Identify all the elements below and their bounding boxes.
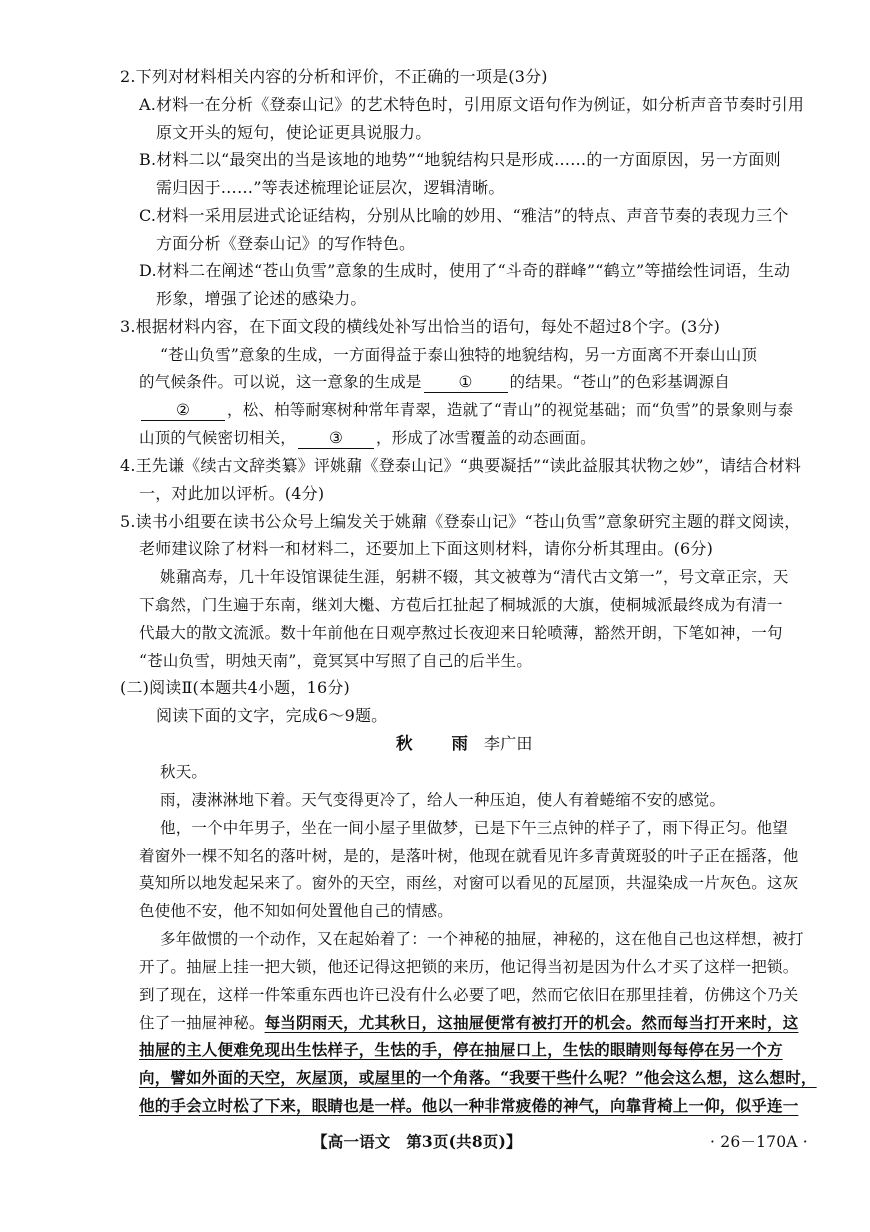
story-author: 李广田	[484, 734, 533, 753]
q3-passage-line1: “苍山负雪”意象的生成，一方面得益于泰山独特的地貌结构，另一方面离不开泰山山顶	[160, 346, 758, 364]
q4-line2: 一，对此加以评析。(4分)	[139, 484, 325, 503]
story-line3: 他，一个中年男子，坐在一间小屋子里做梦，已是下午三点钟的样子了，雨下得正匀。他望	[160, 819, 789, 837]
story-line10	[139, 1012, 798, 1034]
q5-line1: 5.读书小组要在读书公众号上编发关于姚鼐《登泰山记》“苍山负雪”意象研究主题的群文阅读，	[120, 512, 801, 531]
q3-text: 山顶的气候密切相关，	[139, 429, 297, 447]
q2-option-a-line1: A.材料一在分析《登泰山记》的艺术特色时，引用原文语句作为例证，如分析声音节奏时引用	[139, 95, 805, 114]
q2-option-d-line2: 形象，增强了论述的感染力。	[156, 289, 367, 308]
q5-material-line2: 下翕然，门生遍于东南，继刘大櫆、方苞后扛扯起了桐城派的大旗，使桐城派最终成为有清一	[139, 596, 783, 614]
q2-option-b-line1: B.材料二以“最突出的当是该地的地势”“地貌结构只是形成……的一方面原因，另一方面则	[139, 150, 781, 169]
footer-code: · 26－170A ·	[710, 1133, 808, 1151]
story-line11-underlined: 抽屉的主人便难免现出生怯样子，生怯的手，停在抽屉口上，生怯的眼睛则每每停在另一个方	[139, 1040, 783, 1059]
q5-material-line4: “苍山负雪，明烛天南”，竟冥冥中写照了自己的后半生。	[139, 652, 533, 670]
q2-option-c-line2: 方面分析《登泰山记》的写作特色。	[156, 234, 416, 253]
story-line1: 秋天。	[160, 763, 208, 781]
q4-line1: 4.王先谦《续古文辞类纂》评姚鼐《登泰山记》“典要凝括”“读此益服其状物之妙”，请结合材料	[120, 456, 801, 475]
story-text: 住了一抽屉神秘。	[139, 1014, 265, 1032]
underlined-text: 每当阴雨天，尤其秋日，这抽屉便常有被打开的机会。然而每当打开来时，这	[264, 1013, 799, 1032]
blank-2[interactable]: ②	[141, 400, 225, 421]
q2-option-c-line1: C.材料一采用层进式论证结构，分别从比喻的妙用、“雅洁”的特点、声音节奏的表现力三个	[139, 206, 789, 225]
story-line13-underlined: 他的手会立时松了下来，眼睛也是一样。他以一种非常疲倦的神气，向靠背椅上一仰，似乎连一	[139, 1096, 799, 1115]
story-line9: 到了现在，这样一件笨重东西也许已没有什么必要了吧，然而它依旧在那里挂着，仿佛这个乃关	[139, 986, 799, 1004]
story-line6: 色使他不安，他不知如何处置他自己的情感。	[139, 902, 454, 920]
q5-line2: 老师建议除了材料一和材料二，还要加上下面这则材料，请你分析其理由。(6分)	[139, 539, 714, 558]
q3-text: 的气候条件。可以说，这一意象的生成是	[139, 373, 422, 391]
q3-passage-line3	[139, 399, 793, 421]
story-line2: 雨，凄淋淋地下着。天气变得更冷了，给人一种压迫，使人有着蜷缩不安的感觉。	[160, 791, 726, 809]
q3-passage-line2	[139, 371, 730, 393]
q3-text: 的结果。“苍山”的色彩基调源自	[509, 373, 730, 391]
q3-stem: 3.根据材料内容，在下面文段的横线处补写出恰当的语句，每处不超过8个字。(3分)	[120, 317, 721, 336]
q5-material-line3: 代最大的散文流派。数十年前他在日观亭熬过长夜迎来日轮喷薄，豁然开朗，下笔如神，一句	[139, 624, 783, 642]
q2-stem: 2.下列对材料相关内容的分析和评价，不正确的一项是(3分)	[120, 67, 548, 86]
story-title: 秋 雨	[396, 734, 470, 753]
q2-option-d-line1: D.材料二在阐述“苍山负雪”意象的生成时，使用了“斗奇的群峰”“鹤立”等描绘性词语，生动	[139, 261, 791, 280]
q5-material-line1: 姚鼐高寿，几十年设馆课徒生涯，躬耕不辍，其文被尊为“清代古文第一”，号文章正宗，天	[160, 568, 789, 586]
blank-3[interactable]: ③	[298, 428, 374, 449]
story-line8: 开了。抽屉上挂一把大锁，他还记得这把锁的来历，他记得当初是因为什么才买了这样一把锁。	[139, 958, 799, 976]
footer-page-info: 【高一语文 第3页(共8页)】	[312, 1132, 522, 1151]
q3-text: ，形成了冰雪覆盖的动态画面。	[376, 429, 596, 447]
story-line7: 多年做惯的一个动作，又在起始着了：一个神秘的抽屉，神秘的，这在他自己也这样想，被打	[160, 930, 804, 948]
section2-instruction: 阅读下面的文字，完成6～9题。	[156, 706, 388, 725]
story-line12-underlined: 向，譬如外面的天空，灰屋顶，或屋里的一个角落。“我要干些什么呢？”他会这么想，这么想时，	[139, 1068, 817, 1087]
q3-passage-line4	[139, 427, 596, 449]
story-line5: 莫知所以地发起呆来了。窗外的天空，雨丝，对窗可以看见的瓦屋顶，共湿染成一片灰色。这灰	[139, 874, 799, 892]
blank-1[interactable]: ①	[424, 372, 508, 393]
q2-option-a-line2: 原文开头的短句，使论证更具说服力。	[156, 123, 432, 142]
q2-option-b-line2: 需归因于……”等表述梳理论证层次，逻辑清晰。	[156, 178, 505, 197]
section2-heading: (二)阅读Ⅱ(本题共4小题，16分)	[120, 678, 350, 697]
q3-text: ，松、柏等耐寒树种常年青翠，造就了“青山”的视觉基础；而“负雪”的景象则与泰	[227, 401, 794, 419]
story-line4: 着窗外一棵不知名的落叶树，是的，是落叶树，他现在就看见许多青黄斑驳的叶子正在摇落，他	[139, 847, 799, 865]
